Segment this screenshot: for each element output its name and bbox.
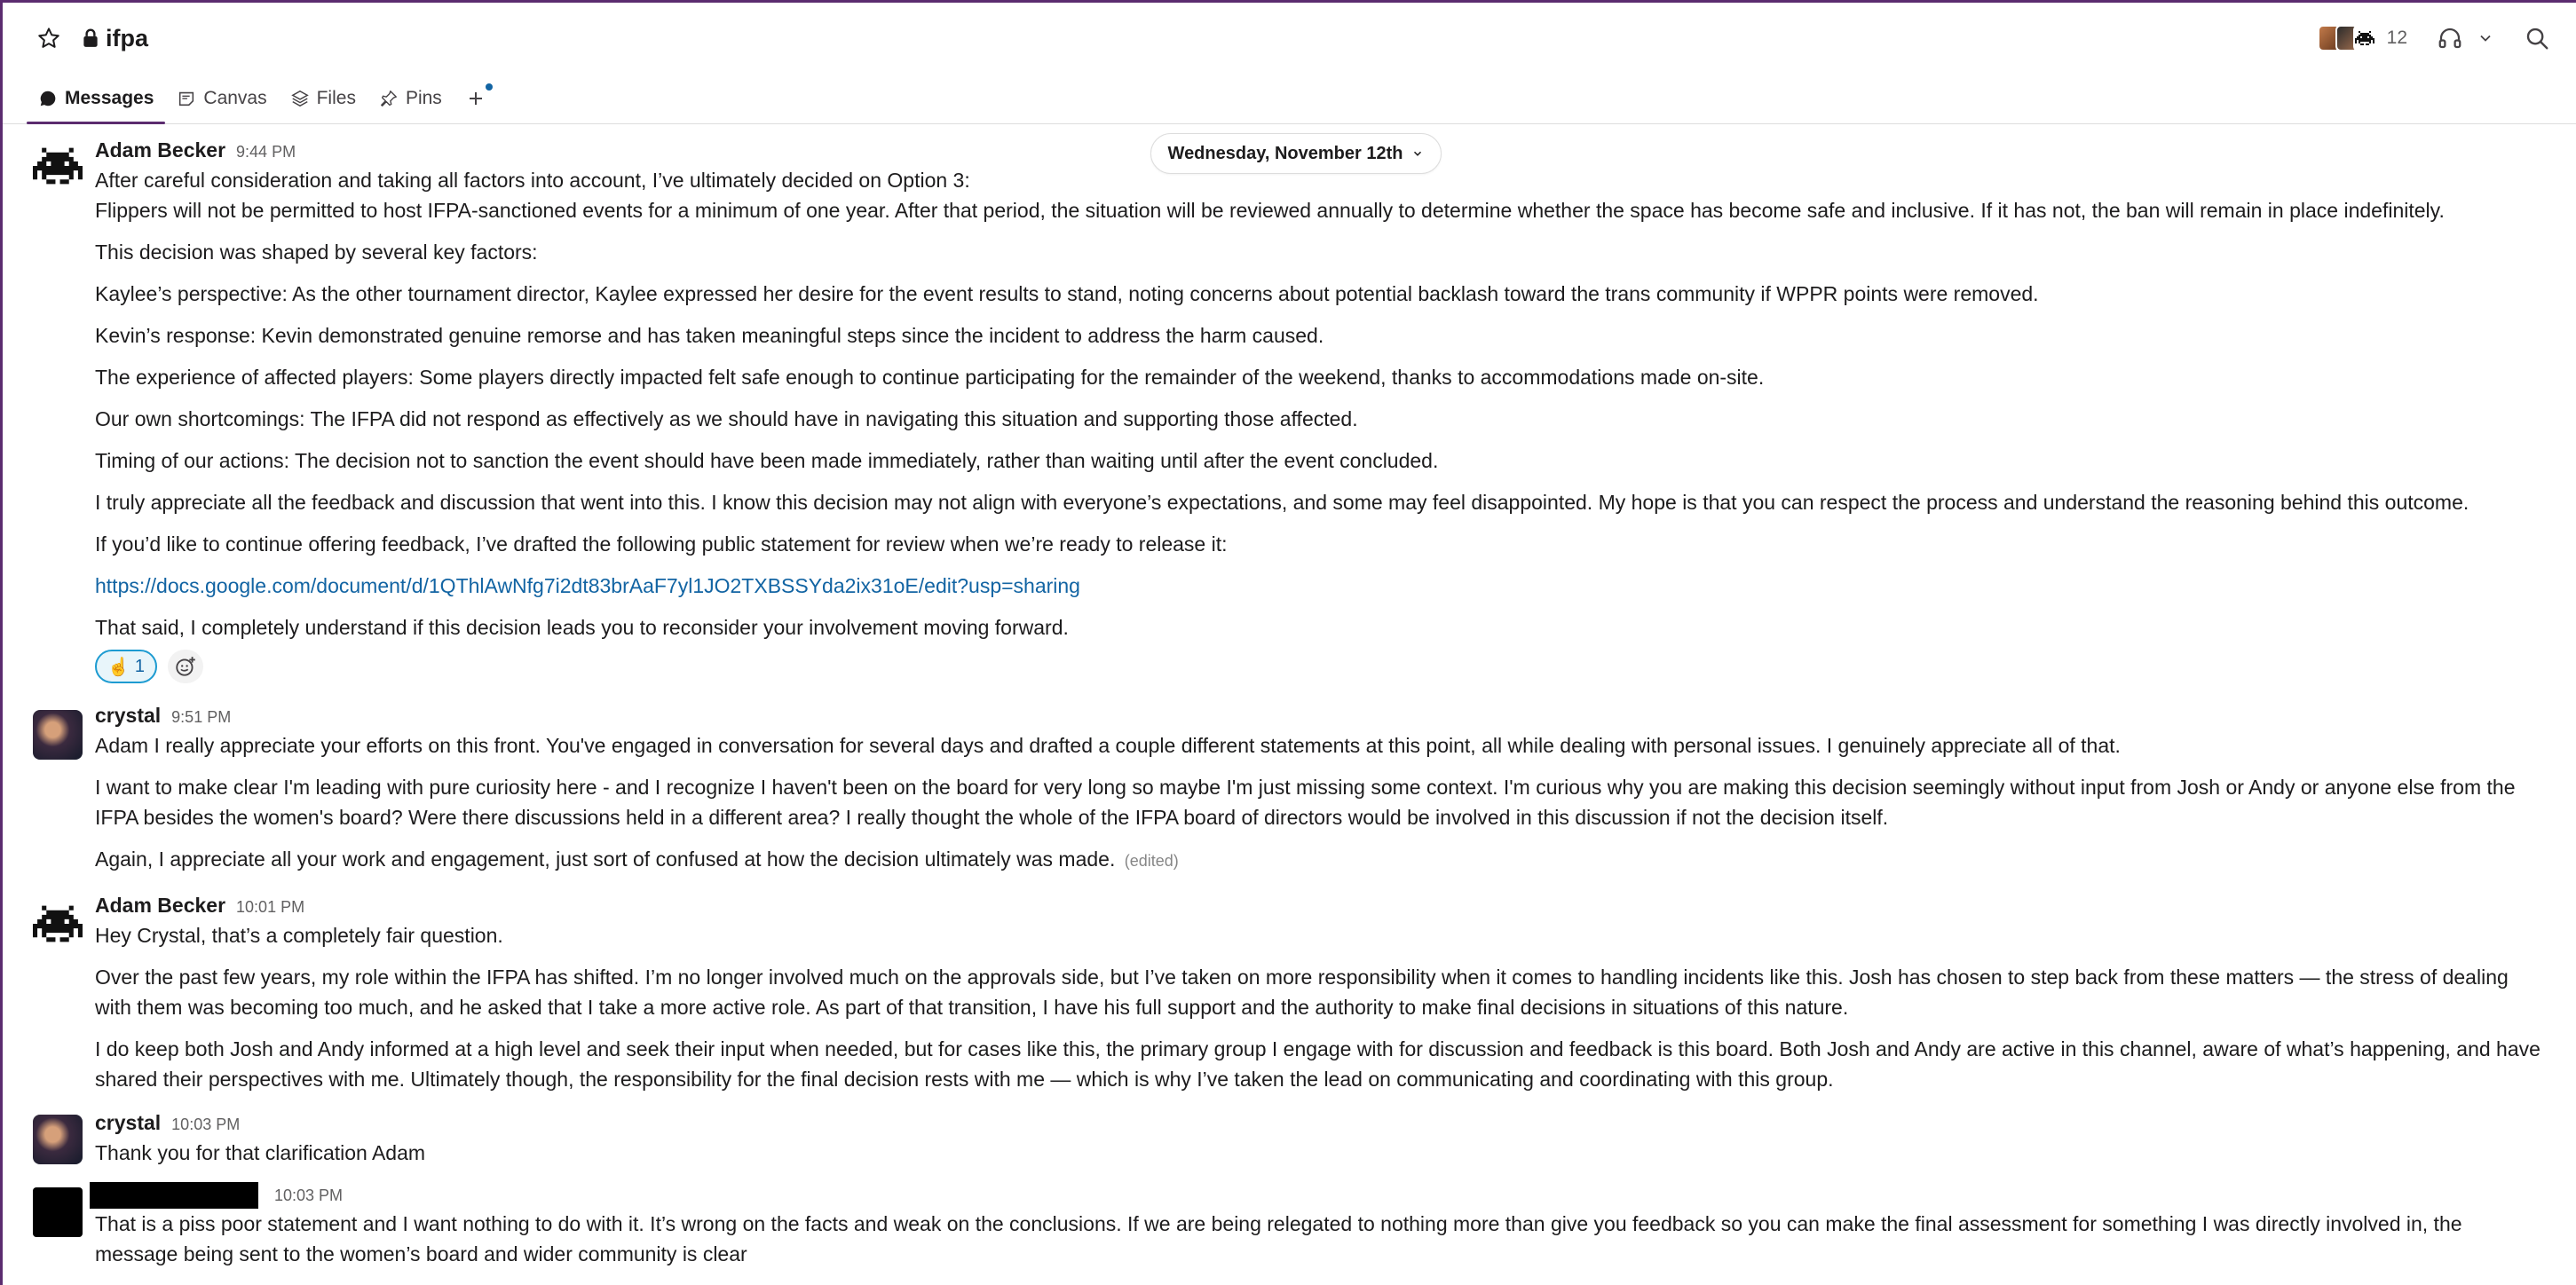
- edited-label: (edited): [1124, 852, 1179, 870]
- search-icon[interactable]: [2519, 20, 2555, 56]
- reaction-pill[interactable]: [95, 650, 157, 683]
- reaction-emoji: ☝️: [107, 657, 130, 677]
- pin-icon: [379, 89, 399, 108]
- members-button[interactable]: [2312, 20, 2416, 56]
- message-text: [95, 920, 2544, 1094]
- notification-dot: [486, 83, 493, 91]
- canvas-icon: [177, 89, 196, 108]
- message-paragraph: Timing of our actions: The decision not to sanction the event should have been made immediately, rather than waiting until after the event concluded.: [95, 449, 1439, 472]
- plus-icon: [465, 88, 486, 109]
- lock-icon: [81, 28, 100, 49]
- tab-messages[interactable]: [27, 73, 165, 123]
- message-paragraph: This decision was shaped by several key factors:: [95, 240, 538, 264]
- member-avatars: [2318, 25, 2376, 51]
- avatar[interactable]: [33, 1187, 83, 1237]
- message-paragraph: I do keep both Josh and Andy informed at a high level and seek their input when needed, but for cases like this, the primary group I engage with for discussion and feedback is this board. Both Josh and Andy are active in this channel, aware of what’s happening, and have shared their perspectives with me. Ultimately though, the responsibility for the final decision rests with me — which is why I’ve taken the lead on communicating and coordinating with this group.: [95, 1037, 2540, 1091]
- message-paragraph: Over the past few years, my role within the IFPA has shifted. I’m no longer involved much on the approvals side, but I’ve taken on more responsibility when it comes to handling incidents like this. Josh has chosen to step back from these matters — the stress of dealing with them was becoming too much, and he asked that I take a more active role. As part of that transition, I have his full support and the authority to make final decisions in situations of this nature.: [95, 966, 2509, 1019]
- message-paragraph: Hey Crystal, that’s a completely fair question.: [95, 924, 503, 947]
- message-bubble-icon: [38, 89, 58, 108]
- member-avatar: [2353, 25, 2376, 51]
- tab-label: Pins: [405, 87, 442, 108]
- channel-header: [3, 3, 2576, 74]
- message-paragraph: Thank you for that clarification Adam: [95, 1141, 426, 1164]
- timestamp[interactable]: 10:03 PM: [171, 1116, 241, 1133]
- message-paragraph: If you’d like to continue offering feedback, I’ve drafted the following public statement for review when we’re ready to release it:: [95, 532, 1228, 556]
- huddle-controls: [2432, 20, 2503, 56]
- channel-title: ifpa: [106, 24, 149, 51]
- reaction-count: 1: [134, 656, 146, 676]
- tab-label: Files: [316, 87, 356, 108]
- headphones-icon[interactable]: [2432, 20, 2468, 56]
- tab-files[interactable]: [279, 73, 367, 123]
- avatar[interactable]: [33, 902, 83, 951]
- sender-name[interactable]: Adam Becker: [95, 894, 226, 917]
- message-text: [95, 1209, 2544, 1269]
- add-tab-button[interactable]: [454, 73, 498, 123]
- timestamp[interactable]: 10:01 PM: [236, 898, 305, 916]
- message-paragraph: I want to make clear I'm leading with pure curiosity here - and I recognize I haven't been on the board for very long so maybe I'm just missing some context. I'm curious why you are making this decision seemingly without input from Josh or Andy or anyone else from the IFPA besides the women's board? Were there discussions held in a different area? I really thought the whole of the IFPA board of directors would be involved in this discussion if not the decision itself.: [95, 776, 2516, 829]
- message-paragraph: That said, I completely understand if this decision leads you to reconsider your involvement moving forward.: [95, 616, 1069, 639]
- message-text: [95, 730, 2544, 876]
- date-divider-button[interactable]: [1150, 133, 1442, 174]
- sender-name[interactable]: Adam Becker: [95, 138, 226, 162]
- timestamp[interactable]: 9:51 PM: [171, 708, 232, 726]
- chevron-down-icon: [1411, 147, 1424, 160]
- avatar[interactable]: [33, 710, 83, 760]
- avatar[interactable]: [33, 144, 83, 193]
- message-paragraph: I truly appreciate all the feedback and discussion that went into this. I know this decision may not align with everyone’s expectations, and some may feel disappointed. My hope is that you can respect the process and understand the reasoning behind this outcome.: [95, 491, 2469, 514]
- layers-icon: [290, 89, 310, 108]
- message-paragraph: Flippers will not be permitted to host IFPA-sanctioned events for a minimum of one year. After that period, the situation will be reviewed annually to determine whether the space has become safe and inclusive. If it has not, the ban will remain in place indefinitely.: [95, 199, 2445, 222]
- message-list: [3, 124, 2576, 1285]
- doc-link[interactable]: https://docs.google.com/document/d/1QThlAwNfg7i2dt83brAaF7yl1JO2TXBSSYda2ix31oE/edit?usp=sharing: [95, 574, 1080, 597]
- message-paragraph: That is a piss poor statement and I want nothing to do with it. It’s wrong on the facts and weak on the conclusions. If we are being relegated to nothing more than give you feedback so you can make the final assessment for something I was directly involved in, the message being sent to the women’s board and wider community is clear: [95, 1212, 2462, 1265]
- channel-name-button[interactable]: [81, 25, 148, 52]
- sender-name[interactable]: crystal: [95, 704, 162, 727]
- date-label: Wednesday, November 12th: [1167, 143, 1403, 163]
- redacted-sender-name[interactable]: [90, 1182, 258, 1209]
- header-actions: [2312, 19, 2555, 58]
- tab-label: Canvas: [203, 87, 267, 108]
- timestamp[interactable]: 10:03 PM: [274, 1186, 344, 1204]
- message-text: [95, 165, 2544, 642]
- message-paragraph: Kaylee’s perspective: As the other tournament director, Kaylee expressed her desire for the event results to stand, noting concerns about potential backlash toward the trans community if WPPR points were removed.: [95, 282, 2039, 305]
- message-paragraph: Again, I appreciate all your work and engagement, just sort of confused at how the decision ultimately was made.: [95, 847, 1116, 871]
- member-count: 12: [2386, 28, 2407, 48]
- avatar[interactable]: [33, 1115, 83, 1164]
- message-text: [95, 1138, 2544, 1168]
- chevron-down-icon[interactable]: [2468, 20, 2503, 56]
- tab-canvas[interactable]: [165, 73, 278, 123]
- message-paragraph: Adam I really appreciate your efforts on this front. You've engaged in conversation for several days and drafted a couple different statements at this point, all while dealing with personal issues. I genuinely appreciate all of that.: [95, 734, 2121, 757]
- add-reaction-icon[interactable]: [168, 650, 203, 683]
- message-paragraph: After careful consideration and taking all factors into account, I’ve ultimately decided on Option 3:: [95, 169, 970, 192]
- tab-pins[interactable]: [367, 73, 454, 123]
- timestamp[interactable]: 9:44 PM: [236, 143, 296, 161]
- tab-label: Messages: [65, 87, 154, 108]
- channel-tabs: [3, 74, 2576, 124]
- reactions-bar: [95, 650, 2544, 683]
- star-icon[interactable]: [33, 22, 65, 54]
- message-paragraph: The experience of affected players: Some players directly impacted felt safe enough to continue participating for the remainder of the weekend, thanks to accommodations made on-site.: [95, 366, 1765, 389]
- message-paragraph: Our own shortcomings: The IFPA did not respond as effectively as we should have in navigating this situation and supporting those affected.: [95, 407, 1358, 430]
- sender-name[interactable]: crystal: [95, 1111, 162, 1134]
- message-paragraph: Kevin’s response: Kevin demonstrated genuine remorse and has taken meaningful steps since the incident to address the harm caused.: [95, 324, 1324, 347]
